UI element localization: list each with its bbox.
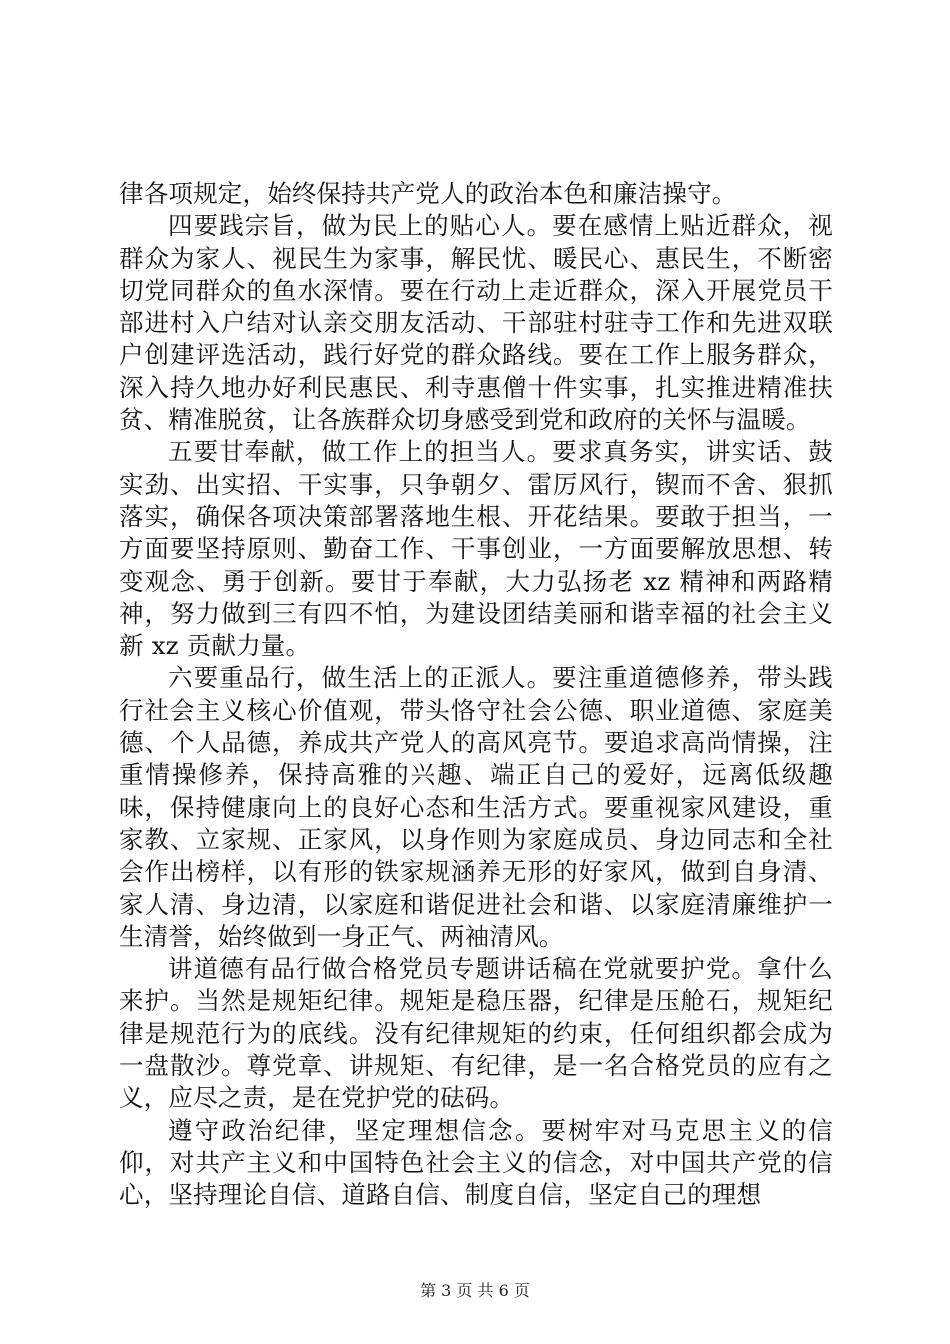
paragraph-1: 律各项规定，始终保持共产党人的政治本色和廉洁操守。 bbox=[119, 179, 737, 208]
page-footer: 第 3 页 共 6 页 bbox=[420, 1281, 530, 1300]
paragraph-3: 五要甘奉献，做工作上的担当人。要求真务实，讲实话、鼓实劲、出实招、干实事，只争朝夕、雷厉风行，锲而不舍、狠抓落实，确保各项决策部署落地生根、开花结果。要敢于担当，一方面要坚持原则、勤奋工作、干事创业，一方面要解放思想、转变观念、勇于创新。要甘于奉献，大力弘扬老 xz 精神和两路精神，努力做到三有四不怕，为建设团结美丽和谐幸福的社会主义新 xz 贡献力量。 bbox=[119, 437, 833, 661]
paragraph-4: 六要重品行，做生活上的正派人。要注重道德修养，带头践行社会主义核心价值观，带头恪守社会公德、职业道德、家庭美德、个人品德，养成共产党人的高风亮节。要追求高尚情操，注重情操修养，保持高雅的兴趣、端正自己的爱好，远离低级趣味，保持健康向上的良好心态和生活方式。要重视家风建设，重家教、立家规、正家风，以身作则为家庭成员、身边同志和全社会作出榜样，以有形的铁家规涵养无形的好家风，做到自身清、家人清、身边清，以家庭和谐促进社会和谐、以家庭清廉维护一生清誉，始终做到一身正气、两袖清风。 bbox=[119, 663, 833, 951]
paragraph-5: 讲道德有品行做合格党员专题讲话稿在党就要护党。拿什么来护。当然是规矩纪律。规矩是稳压器，纪律是压舱石，规矩纪律是规范行为的底线。没有纪律规矩的约束，任何组织都会成为一盘散沙。尊党章、讲规矩、有纪律，是一名合格党员的应有之义，应尽之责，是在党护党的砝码。 bbox=[119, 954, 833, 1113]
paragraph-6: 遵守政治纪律，坚定理想信念。要树牢对马克思主义的信仰，对共产主义和中国特色社会主义的信念，对中国共产党的信心，坚持理论自信、道路自信、制度自信，坚定自己的理想 bbox=[119, 1115, 833, 1210]
document-body bbox=[119, 178, 833, 1212]
paragraph-2: 四要践宗旨，做为民上的贴心人。要在感情上贴近群众，视群众为家人、视民生为家事，解民忧、暖民心、惠民生，不断密切党同群众的鱼水深情。要在行动上走近群众，深入开展党员干部进村入户结对认亲交朋友活动、干部驻村驻寺工作和先进双联户创建评选活动，践行好党的群众路线。要在工作上服务群众，深入持久地办好利民惠民、利寺惠僧十件实事，扎实推进精准扶贫、精准脱贫，让各族群众切身感受到党和政府的关怀与温暖。 bbox=[119, 211, 833, 435]
